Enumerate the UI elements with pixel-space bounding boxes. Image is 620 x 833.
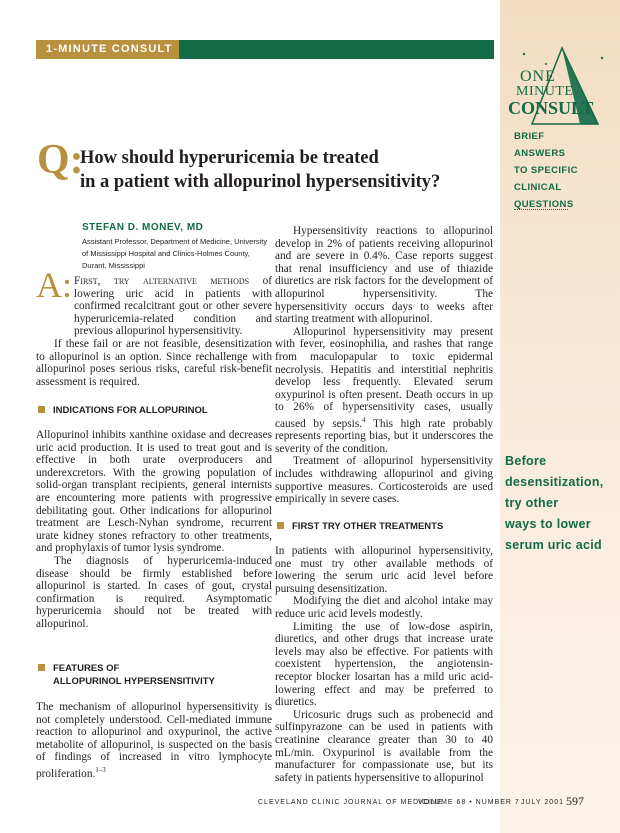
right-column-text [275, 225, 493, 506]
pull-quote-line: serum uric acid [505, 538, 602, 552]
title-line-1: How should hyperuricemia be treated [80, 148, 379, 168]
first-try-paragraph-2: Modifying the diet and alcohol intake may reduce uric acid levels modestly. [275, 595, 493, 620]
question-marker: Q: [37, 137, 84, 183]
pull-quote-line: ways to lower [505, 517, 591, 531]
page-number: 597 [566, 794, 584, 808]
answer-paragraph-2: If these fail or are not feasible, desensitization to allopurinol is an option. Since rechallenge with allopurinol poses serious risks, careful risk-benefit assessment is required. [36, 337, 272, 388]
features-paragraph-1: The mechanism of allopurinol hypersensitivity is not completely understood. Cell-mediated immune reaction to allopurinol and oxypurinol, the active metabolite of allopurinol, is suspected on the basis of findings of increased in vitro lymphocyte proliferation. [36, 701, 272, 780]
heading-indications [38, 404, 208, 417]
tagline-line: BRIEF [514, 131, 545, 142]
answer-body: of lowering uric acid in patients with confirmed recalcitrant gout or other severe hyperuricemia-related condition and previous allopurinol hypersensitivity. [74, 275, 272, 338]
citation-ref: 1–3 [95, 765, 106, 774]
presentation-paragraph: Allopurinol hypersensitivity may present with fever, eosinophilia, and rashes that range from maculopapular to toxic epidermal necrolysis. Hepatitis and interstitial nephritis develop less frequently. Elevated serum oxypurinol is often present. Death occurs in up to 26% of hypersensitivity cases, usually caused by sepsis. [275, 325, 493, 430]
pull-quote-line: try other [505, 496, 559, 510]
answer-marker: A: [36, 265, 72, 305]
pull-quote-line: Before [505, 454, 547, 468]
heading-first-try [277, 520, 443, 533]
logo-word-consult: CONSULT [508, 98, 594, 118]
heading-text: INDICATIONS FOR ALLOPURINOL [53, 405, 208, 416]
first-try-paragraph-3: Limiting the use of low-dose aspirin, diuretics, and other drugs that increase urate levels may also be effective. For patients with coexistent hypertension, the angiotensin-receptor blocker losartan has a mild uric acid-lowering effect and may be preferred to diuretics. [275, 620, 493, 709]
bullet-square-icon [38, 406, 45, 413]
heading-features [38, 662, 215, 688]
features-text [36, 701, 272, 780]
tagline-line: ANSWERS [514, 148, 566, 159]
section-label: 1-MINUTE CONSULT [46, 43, 173, 55]
answer-lead: First, try alternative methods [74, 275, 250, 287]
one-minute-consult-logo [502, 46, 620, 130]
hypersensitivity-paragraph: Hypersensitivity reactions to allopurinol develop in 2% of patients receiving allopurinol and are severe in 0.4%. Case reports suggest that renal insufficiency and use of thiazide diuretics are risk factors for the development of allopurinol hypersensitivity. The hypersensitivity occurs days to weeks after starting treatment with allopurinol. [275, 225, 493, 326]
logo-word-minute: MINUTE [516, 84, 574, 99]
citation-ref: 4 [362, 415, 366, 424]
title-line-2: in a patient with allopurinol hypersensitivity? [80, 172, 441, 192]
footer-date: JULY 2001 [521, 799, 564, 806]
pull-quote [505, 451, 615, 556]
footer-volume: VOLUME 68 • NUMBER 7 [418, 799, 520, 806]
first-try-paragraph-4: Uricosuric drugs such as probenecid and sulfinpyrazone can be used in patients with creatinine clearance greater than 30 to 40 mL/min. Oxypurinol is available from the manufacturer for compassionate use, but its safety in patients hypersensitive to allopurinol [275, 708, 493, 784]
presentation-paragraph-end: This high rate probably represents reporting bias, but it underscores the severity of the condition. [275, 417, 493, 455]
first-try-text [275, 545, 493, 784]
bullet-square-icon [277, 522, 284, 529]
tagline-divider [514, 209, 568, 210]
logo-word-one: ONE [520, 68, 556, 85]
sidebar-tagline [514, 128, 578, 213]
treatment-paragraph: Treatment of allopurinol hypersensitivity includes withdrawing allopurinol and giving supportive measures. Corticosteroids are used empirically in severe cases. [275, 455, 493, 506]
author-affiliation: Assistant Professor, Department of Medicine, University of Mississippi Hospital and Clinics-Holmes County, Durant, Mississippi [82, 237, 268, 270]
tagline-line: QUESTIONS [514, 199, 574, 210]
tagline-line: TO SPECIFIC [514, 165, 578, 176]
answer-text [36, 275, 272, 388]
author-name: STEFAN D. MONEV, MD [82, 222, 204, 233]
indications-paragraph-1: Allopurinol inhibits xanthine oxidase and decreases uric acid production. It is used to treat gout and is effective in both urate overproducers and underexcretors. With the growing population of solid-organ transplant recipients, general internists are encountering more patients with progressive debilitating gout. Other indications for allopurinol treatment are Lesch-Nyhan syndrome, recurrent urate kidney stones refractory to other treatments, and prophylaxis of tumor lysis syndrome. [36, 429, 272, 555]
indications-text [36, 429, 272, 631]
heading-text: FIRST TRY OTHER TREATMENTS [292, 521, 444, 532]
heading-text: ALLOPURINOL HYPERSENSITIVITY [53, 676, 215, 687]
indications-paragraph-2: The diagnosis of hyperuricemia-induced disease should be firmly established before allopurinol is started. In cases of gout, crystal confirmation is required. Asymptomatic hyperuricemia should not be treated with allopurinol. [36, 554, 272, 630]
heading-text: FEATURES OF [53, 663, 120, 674]
article-title [80, 146, 440, 194]
bullet-square-icon [38, 664, 45, 671]
pull-quote-line: desensitization, [505, 475, 604, 489]
first-try-paragraph-1: In patients with allopurinol hypersensitivity, one must try other available methods of lowering the serum uric acid level before pursuing desensitization. [275, 545, 493, 595]
tagline-line: CLINICAL [514, 182, 562, 193]
footer-journal: CLEVELAND CLINIC JOURNAL OF MEDICINE [258, 799, 443, 806]
